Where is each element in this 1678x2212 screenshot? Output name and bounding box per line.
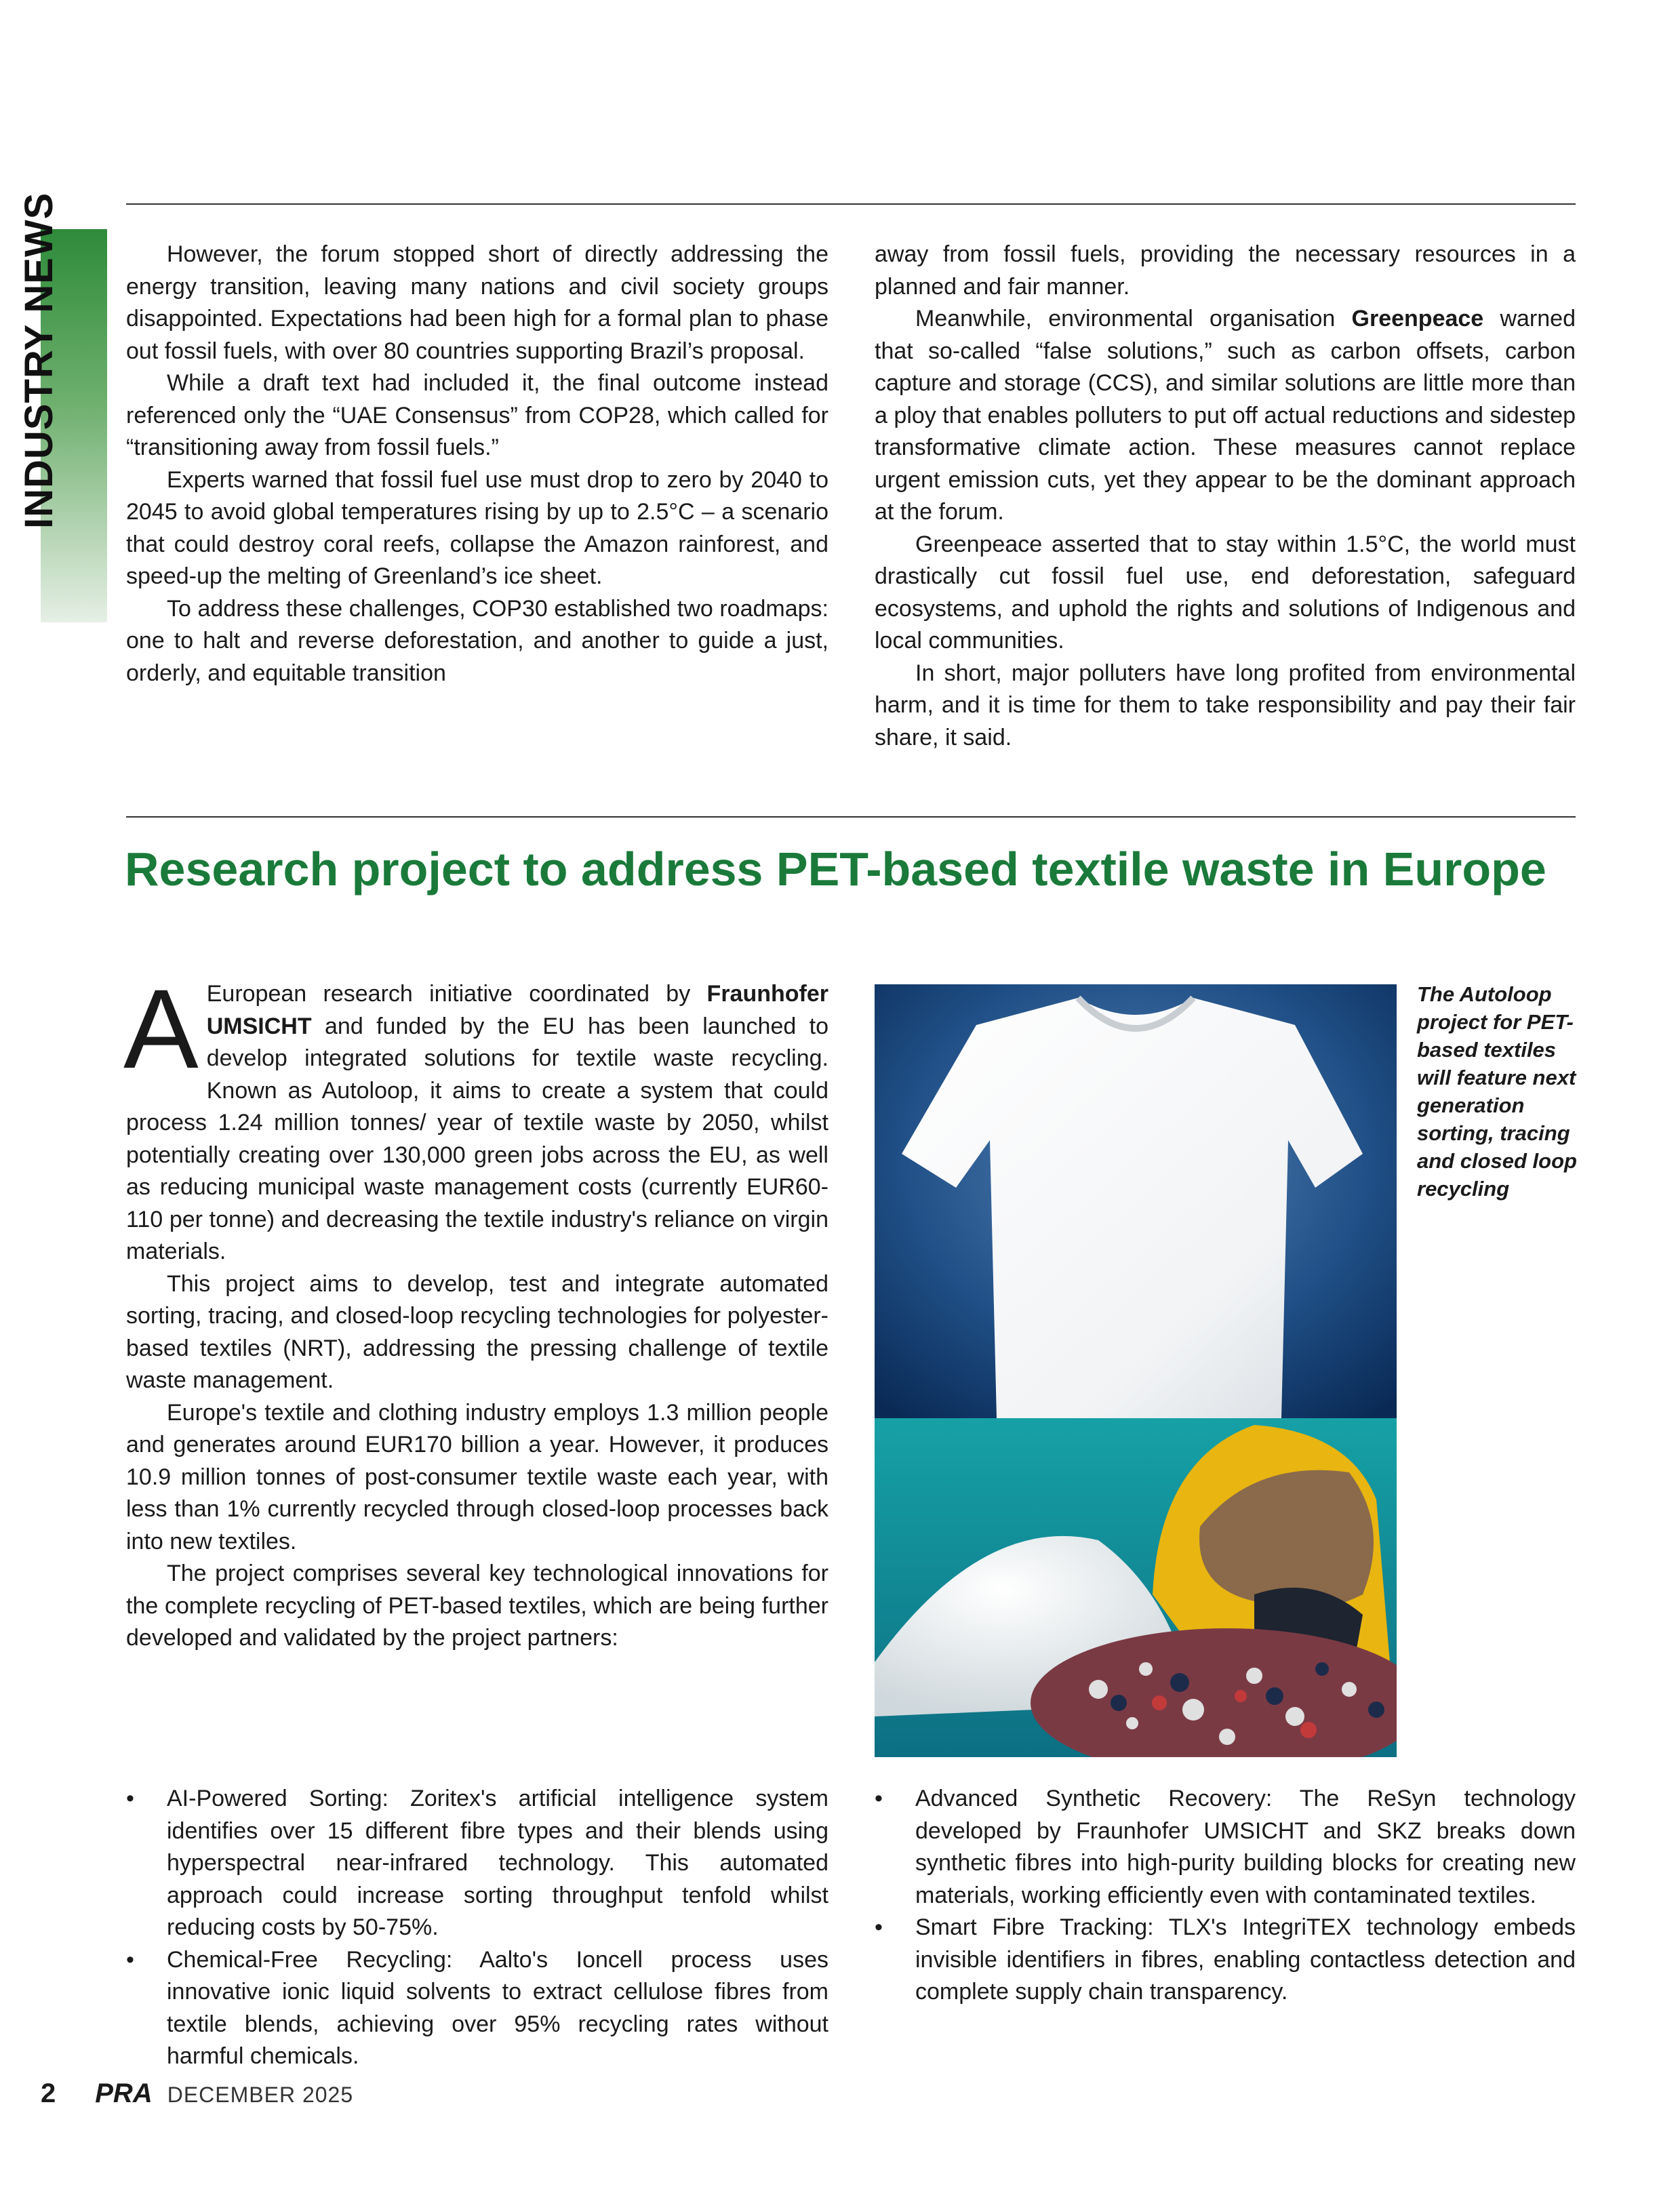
bullet-marker: • <box>875 1914 883 1940</box>
bullet-text: Advanced Synthetic Recovery: The ReSyn technology developed by Fraunhofer UMSICHT and SKZ breaks down synthetic fibres into high-purity building blocks for creating new materials, working efficiently even with contaminated textiles. <box>915 1786 1576 1908</box>
top-paragraph: In short, major polluters have long profited from environmental harm, and it is time for them to take responsibility and pay their fair share, it said. <box>875 660 1576 750</box>
drop-cap: A <box>123 967 199 1092</box>
text-run: European research initiative coordinated by <box>206 981 707 1007</box>
publication-name: PRA <box>95 2078 153 2108</box>
bullet-item <box>875 1783 1576 1912</box>
text-run: Meanwhile, environmental organisation <box>915 306 1352 331</box>
bullet-list-left <box>126 1783 828 2073</box>
section-label: INDUSTRY NEWS <box>17 192 61 529</box>
body-paragraph: The project comprises several key technological innovations for the complete recycling of PET-based textiles, which are being further developed and validated by the project partners: <box>126 1561 828 1651</box>
article-headline: Research project to address PET-based textile waste in Europe <box>125 843 1546 896</box>
top-paragraph: Greenpeace asserted that to stay within 1.5°C, the world must drastically cut fossil fuel use, end deforestation, safeguard ecosystems, and uphold the rights and solutions of Indigenous and local communities. <box>875 531 1576 653</box>
issue-date: DECEMBER 2025 <box>167 2083 354 2107</box>
bullet-item <box>126 1783 828 1944</box>
page-footer <box>41 2078 353 2109</box>
bullet-text: AI-Powered Sorting: Zoritex's artificial intelligence system identifies over 15 different fibre types and their blends using hyperspectral near-infrared technology. This automated approach could increase sorting throughput tenfold whilst reducing costs by 50-75%. <box>167 1786 828 1940</box>
bullet-text: Smart Fibre Tracking: TLX's IntegriTEX technology embeds invisible identifiers in fibres, enabling contactless detection and complete supply chain transparency. <box>915 1914 1576 2005</box>
bullet-text: Chemical-Free Recycling: Aalto's Ioncell process uses innovative ionic liquid solvents to extract cellulose fibres from textile blends, achieving over 95% recycling rates without harmful chemicals. <box>167 1946 828 2069</box>
section-rule <box>126 816 1576 818</box>
bullet-marker: • <box>126 1786 134 1811</box>
page-number: 2 <box>41 2078 56 2108</box>
bullet-item <box>126 1944 828 2073</box>
top-paragraph: To address these challenges, COP30 established two roadmaps: one to halt and reverse deforestation, and another to guide a just, orderly, and equitable transition <box>126 595 828 686</box>
article-body-column <box>123 967 828 1655</box>
top-paragraph: While a draft text had included it, the final outcome instead referenced only the “UAE Consensus” from COP28, which called for “transitioning away from fossil fuels.” <box>126 370 828 460</box>
top-rule <box>126 203 1576 205</box>
bullet-marker: • <box>126 1946 134 1973</box>
photo-caption: The Autoloop project for PET-based textiles will feature next generation sorting, tracing and closed loop recycling <box>1417 982 1577 1201</box>
bullet-marker: • <box>875 1786 883 1811</box>
article-photo <box>875 984 1397 1757</box>
top-paragraph: However, the forum stopped short of directly addressing the energy transition, leaving many nations and civil society groups disappointed. Expectations had been high for a formal plan to phase out fossil fuels, with over 80 countries supporting Brazil’s proposal. <box>126 241 828 364</box>
body-paragraph: This project aims to develop, test and integrate automated sorting, tracing, and closed-loop recycling technologies for polyester-based textiles (NRT), addressing the pressing challenge of textile waste management. <box>126 1270 828 1393</box>
organisation-name: Greenpeace <box>1351 306 1484 331</box>
text-run: and funded by the EU has been launched to develop integrated solutions for textile waste recycling. Known as Autoloop, it aims to create a system that could process 1.24 million tonnes/ year of textile waste by 2050, whilst potentially creating over 130,000 green jobs across the EU, as well as reducing municipal waste management costs (currently EUR60-110 per tonne) and decreasing the textile industry's reliance on virgin materials. <box>126 1013 828 1264</box>
organisation-name: Fraunhofer UMSICHT <box>206 981 828 1039</box>
top-paragraph <box>875 303 1576 529</box>
bullet-list-right <box>875 1783 1576 2009</box>
body-paragraph: Europe's textile and clothing industry employs 1.3 million people and generates around EUR170 billion a year. However, it produces 10.9 million tonnes of post-consumer textile waste each year, with less than 1% currently recycled through closed-loop processes back into new textiles. <box>126 1399 828 1554</box>
top-paragraph: Experts warned that fossil fuel use must drop to zero by 2040 to 2045 to avoid global temperatures rising by up to 2.5°C – a scenario that could destroy coral reefs, collapse the Amazon rainforest, and speed-up the melting of Greenland’s ice sheet. <box>126 466 828 589</box>
lead-paragraph <box>123 967 828 1268</box>
top-article-left-column <box>126 239 828 689</box>
top-paragraph: away from fossil fuels, providing the necessary resources in a planned and fair manner. <box>875 241 1576 300</box>
top-article-right-column <box>875 239 1576 754</box>
bullet-item <box>875 1912 1576 2009</box>
text-run: warned that so-called “false solutions,” such as carbon offsets, carbon capture and storage (CCS), and similar solutions are little more than a ploy that enables polluters to put off actual reductions and sidestep transformative climate action. These measures cannot replace urgent emission cuts, yet they appear to be the dominant approach at the forum. <box>875 306 1576 525</box>
